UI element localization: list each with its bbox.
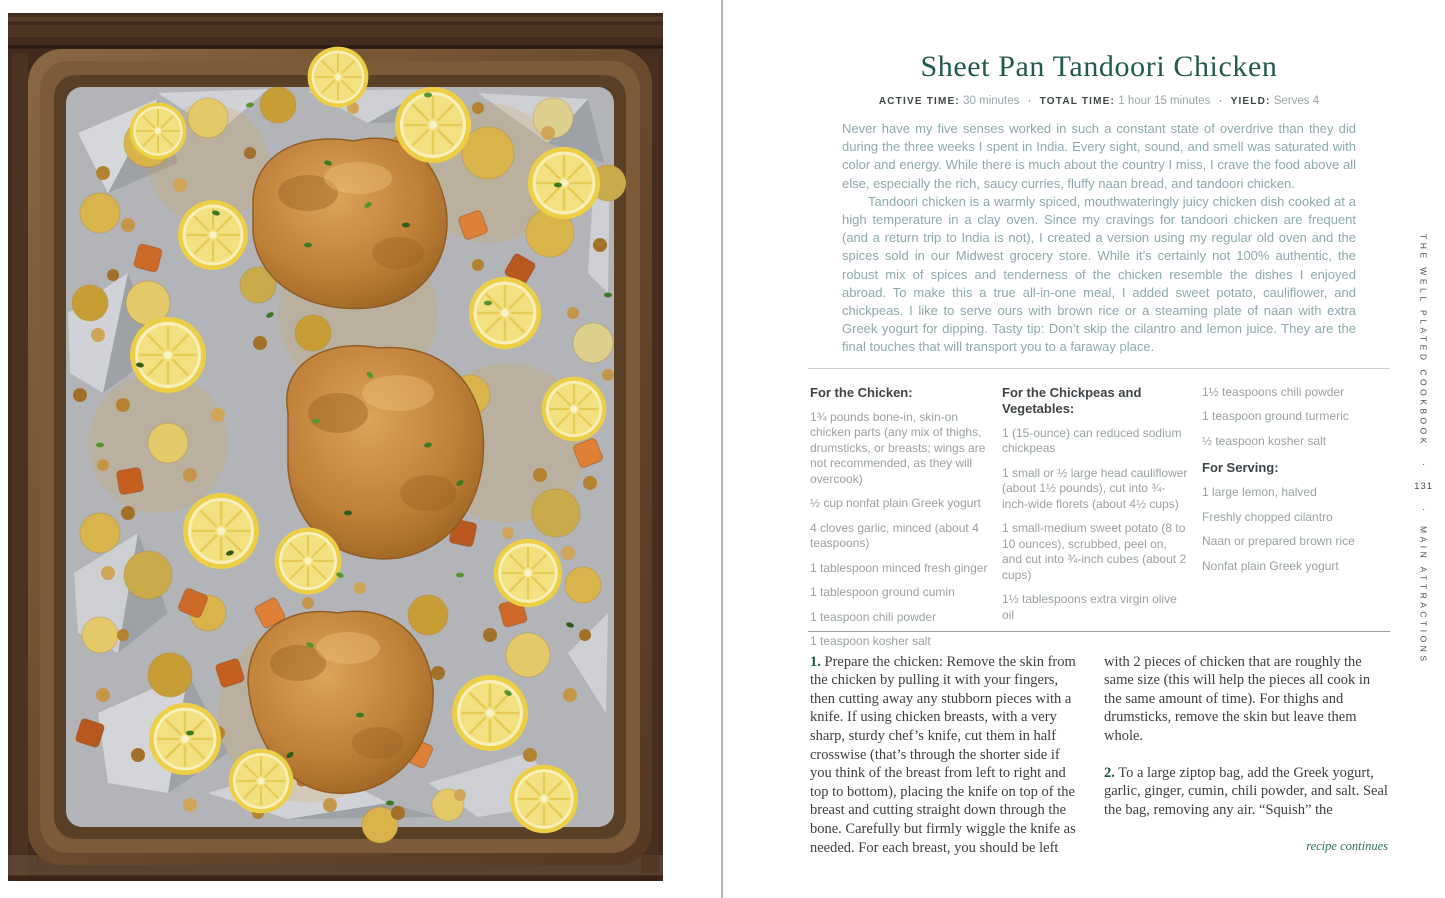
ingredients-header-chickpeas: For the Chickpeas and Vegetables:	[1002, 384, 1142, 416]
ingredient-item: 1 large lemon, halved	[1202, 485, 1317, 500]
meta-separator: ·	[1027, 95, 1032, 107]
book-title-margin-text: THE WELL PLATED COOKBOOK	[1418, 233, 1429, 447]
meta-total-time-value: 1 hour 15 minutes	[1118, 95, 1211, 107]
recipe-continues-note: recipe continues	[1306, 839, 1388, 854]
ingredient-item: Freshly chopped cilantro	[1202, 509, 1333, 524]
ingredient-item: Naan or prepared brown rice	[1202, 534, 1355, 549]
step-2-text: To a large ziptop bag, add the Greek yogurt, garlic, ginger, cumin, chili powder, and salt. Seal the bag, removing any air. “Squish” the	[1104, 764, 1388, 818]
step-1-text: Prepare the chicken: Remove the skin from the chicken by pulling it with your fingers, then cutting away any stubborn pieces with a knife. If using chicken breasts, with a very sharp, sturdy chef’s knife, cut them in half crosswise (that’s through the shorter side if you think of the breast from left to right and top to bottom), placing the knife on top of the breast and cutting straight down through the bone. Carefully but firmly wiggle the knife as needed. For each breast, you should be left	[810, 653, 1076, 856]
intro-paragraph-2: Tandoori chicken is a warmly spiced, mouthwateringly juicy chicken dish cooked at a high temperature in a clay oven. Since my cravings for tandoori chicken are frequent (and a return trip to India is not), I created a version using my regular old oven and the spices sold in our Midwest grocery store. While it’s certainly not 100% authentic, the robust mix of spices and tenderness of the chicken resemble the dishes I enjoyed abroad. To make this a true all-in-one meal, I added sweet potato, cauliflower, and chickpeas. I like to serve ours with brown rice or a steaming plate of naan with extra Greek yogurt for dipping. Tasty tip: Don’t skip the cilantro and lemon juice. They are the final touches that will transport you to a faraway place.	[842, 193, 1356, 355]
step-1-number: 1.	[810, 653, 821, 670]
page-number: 131	[1414, 480, 1433, 492]
meta-separator: ·	[1218, 95, 1223, 107]
ingredient-item: 1¾ pounds bone-in, skin-on chicken parts (any mix of thighs, drumsticks, or breasts; wings are not recommended, as they will overcook)	[810, 409, 986, 486]
step-2-number: 2.	[1104, 764, 1115, 781]
left-page-photo	[8, 13, 663, 881]
ingredients-column-chicken	[810, 385, 988, 659]
instructions-section	[810, 653, 1388, 876]
meta-total-time-label: TOTAL TIME:	[1039, 96, 1116, 107]
intro-paragraph-1: Never have my five senses worked in such a constant state of overdrive than they did during the three weeks I spent in India. Every sight, sound, and smell was saturated with color and energy. While there is much about the country I miss, I crave the food above all else, especially the rich, saucy curries, fluffy naan bread, and tandoori chicken.	[842, 121, 1356, 191]
ingredient-item: 1½ tablespoons extra virgin olive oil	[1002, 592, 1177, 622]
ingredient-item: 4 cloves garlic, minced (about 4 teaspoons)	[810, 520, 979, 551]
ingredient-item: 1 small-medium sweet potato (8 to 10 ounces), scrubbed, peel on, and cut into ¾-inch cubes (about 2 cups)	[1002, 521, 1187, 582]
ingredients-top-rule	[808, 368, 1390, 369]
ingredient-item: ½ cup nonfat plain Greek yogurt	[810, 496, 981, 511]
ingredient-item: Nonfat plain Greek yogurt	[1202, 558, 1339, 573]
step-1	[810, 653, 1076, 858]
margin-separator-dot: ·	[1422, 503, 1426, 514]
ingredient-item: ½ teaspoon kosher salt	[1202, 433, 1327, 448]
ingredients-column-serving	[1202, 385, 1378, 659]
instructions-column-right	[1104, 653, 1388, 876]
step-2	[1104, 764, 1388, 820]
step-1-continued: with 2 pieces of chicken that are roughly the same size (this will help the pieces all cook in the same amount of time). For thighs and drumsticks, remove the skin but leave them whole.	[1104, 653, 1371, 745]
ingredient-item: 1 teaspoon ground turmeric	[1202, 409, 1349, 424]
page-gutter-divider	[721, 0, 723, 898]
recipe-title: Sheet Pan Tandoori Chicken	[920, 50, 1278, 83]
ingredient-item: 1 tablespoon ground cumin	[810, 585, 955, 600]
sheet-pan-photo	[8, 13, 663, 881]
ingredient-item: 1 (15-ounce) can reduced sodium chickpeas	[1002, 425, 1182, 456]
ingredients-header-serving: For Serving:	[1202, 460, 1279, 476]
section-margin-text: MAIN ATTRACTIONS	[1418, 525, 1429, 665]
ingredient-item: 1 small or ½ large head cauliflower (about 1½ pounds), cut into ¾-inch-wide florets (about 4½ cups)	[1002, 465, 1188, 511]
ingredient-item: 1 teaspoon kosher salt	[810, 634, 931, 649]
ingredient-item: 1 tablespoon minced fresh ginger	[810, 560, 988, 575]
ingredients-header-chicken: For the Chicken:	[810, 384, 913, 400]
recipe-intro	[842, 120, 1356, 357]
ingredients-section	[810, 384, 1388, 649]
ingredient-item: 1 teaspoon chili powder	[810, 609, 937, 624]
ingredients-column-chickpeas	[1002, 385, 1188, 659]
recipe-meta	[808, 95, 1390, 107]
margin-separator-dot: ·	[1422, 458, 1426, 469]
meta-active-time-value: 30 minutes	[963, 95, 1020, 107]
meta-yield-label: YIELD:	[1230, 96, 1271, 107]
meta-active-time-label: ACTIVE TIME:	[878, 96, 960, 107]
ingredient-item: 1½ teaspoons chili powder	[1202, 384, 1345, 399]
instructions-column-left	[810, 653, 1076, 876]
page-margin-text	[1414, 0, 1433, 898]
meta-yield-value: Serves 4	[1273, 95, 1320, 107]
right-page	[808, 0, 1390, 898]
